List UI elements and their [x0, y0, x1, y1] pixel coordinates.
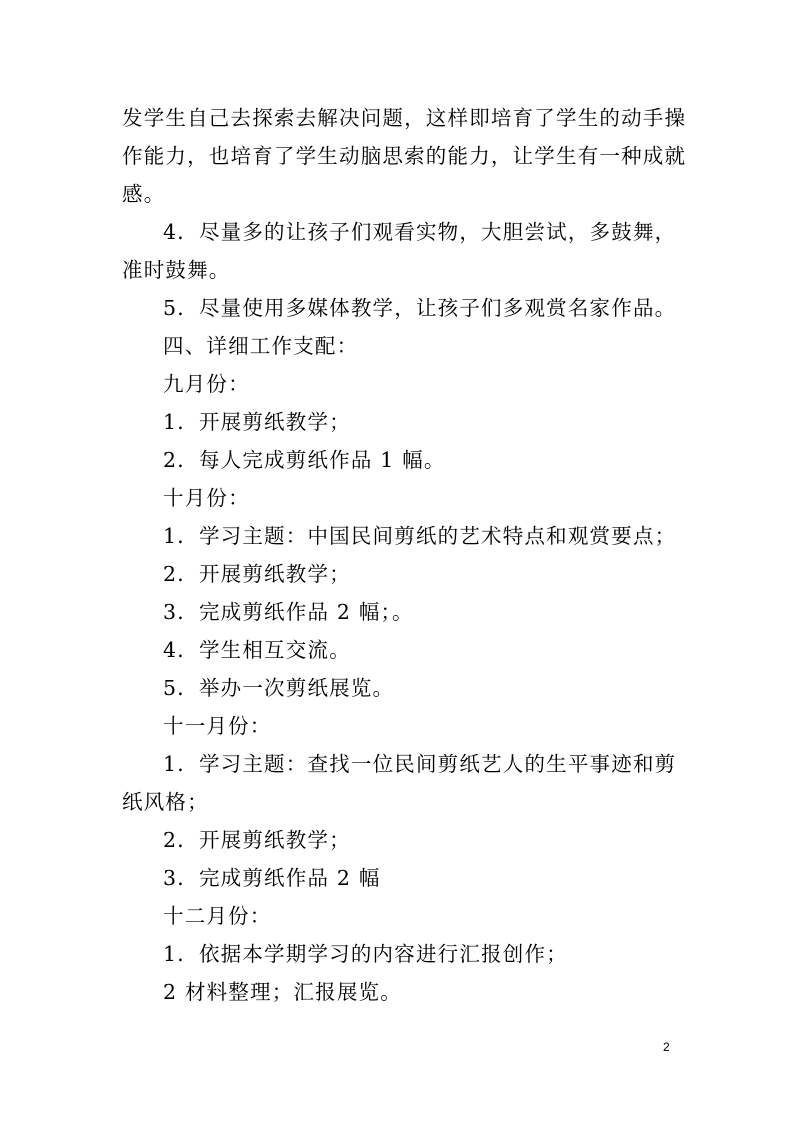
paragraph-line: 感。	[122, 182, 166, 206]
paragraph-line: 纸风格；	[122, 790, 209, 814]
list-item: 1．学习主题：查找一位民间剪纸艺人的生平事迹和剪	[163, 752, 677, 776]
list-item: 3．完成剪纸作品 2 幅	[163, 866, 381, 890]
month-heading: 十一月份：	[163, 714, 272, 738]
month-heading: 十二月份：	[163, 904, 272, 928]
list-item: 4．尽量多的让孩子们观看实物，大胆尝试，多鼓舞，	[163, 220, 677, 244]
list-item: 1．开展剪纸教学；	[163, 410, 351, 434]
section-heading: 四、详细工作支配：	[163, 334, 359, 358]
paragraph-line: 作能力，也培育了学生动脑思索的能力，让学生有一种成就	[122, 144, 687, 168]
list-item: 5．举办一次剪纸展览。	[163, 676, 395, 700]
month-heading: 十月份：	[163, 486, 250, 510]
list-item: 4．学生相互交流。	[163, 638, 351, 662]
page-number: 2	[663, 1040, 670, 1054]
list-item: 2．每人完成剪纸作品 1 幅。	[163, 448, 446, 472]
list-item: 1．学习主题：中国民间剪纸的艺术特点和观赏要点；	[163, 524, 677, 548]
month-heading: 九月份：	[163, 372, 250, 396]
list-item: 2 材料整理；汇报展览。	[163, 980, 402, 1004]
list-item: 5．尽量使用多媒体教学，让孩子们多观赏名家作品。	[163, 296, 677, 320]
list-item: 1．依据本学期学习的内容进行汇报创作；	[163, 942, 568, 966]
paragraph-line: 发学生自己去探索去解决问题，这样即培育了学生的动手操	[122, 106, 687, 130]
paragraph-line: 准时鼓舞。	[122, 258, 231, 282]
list-item: 2．开展剪纸教学；	[163, 828, 351, 852]
list-item: 2．开展剪纸教学；	[163, 562, 351, 586]
list-item: 3．完成剪纸作品 2 幅；。	[163, 600, 414, 624]
